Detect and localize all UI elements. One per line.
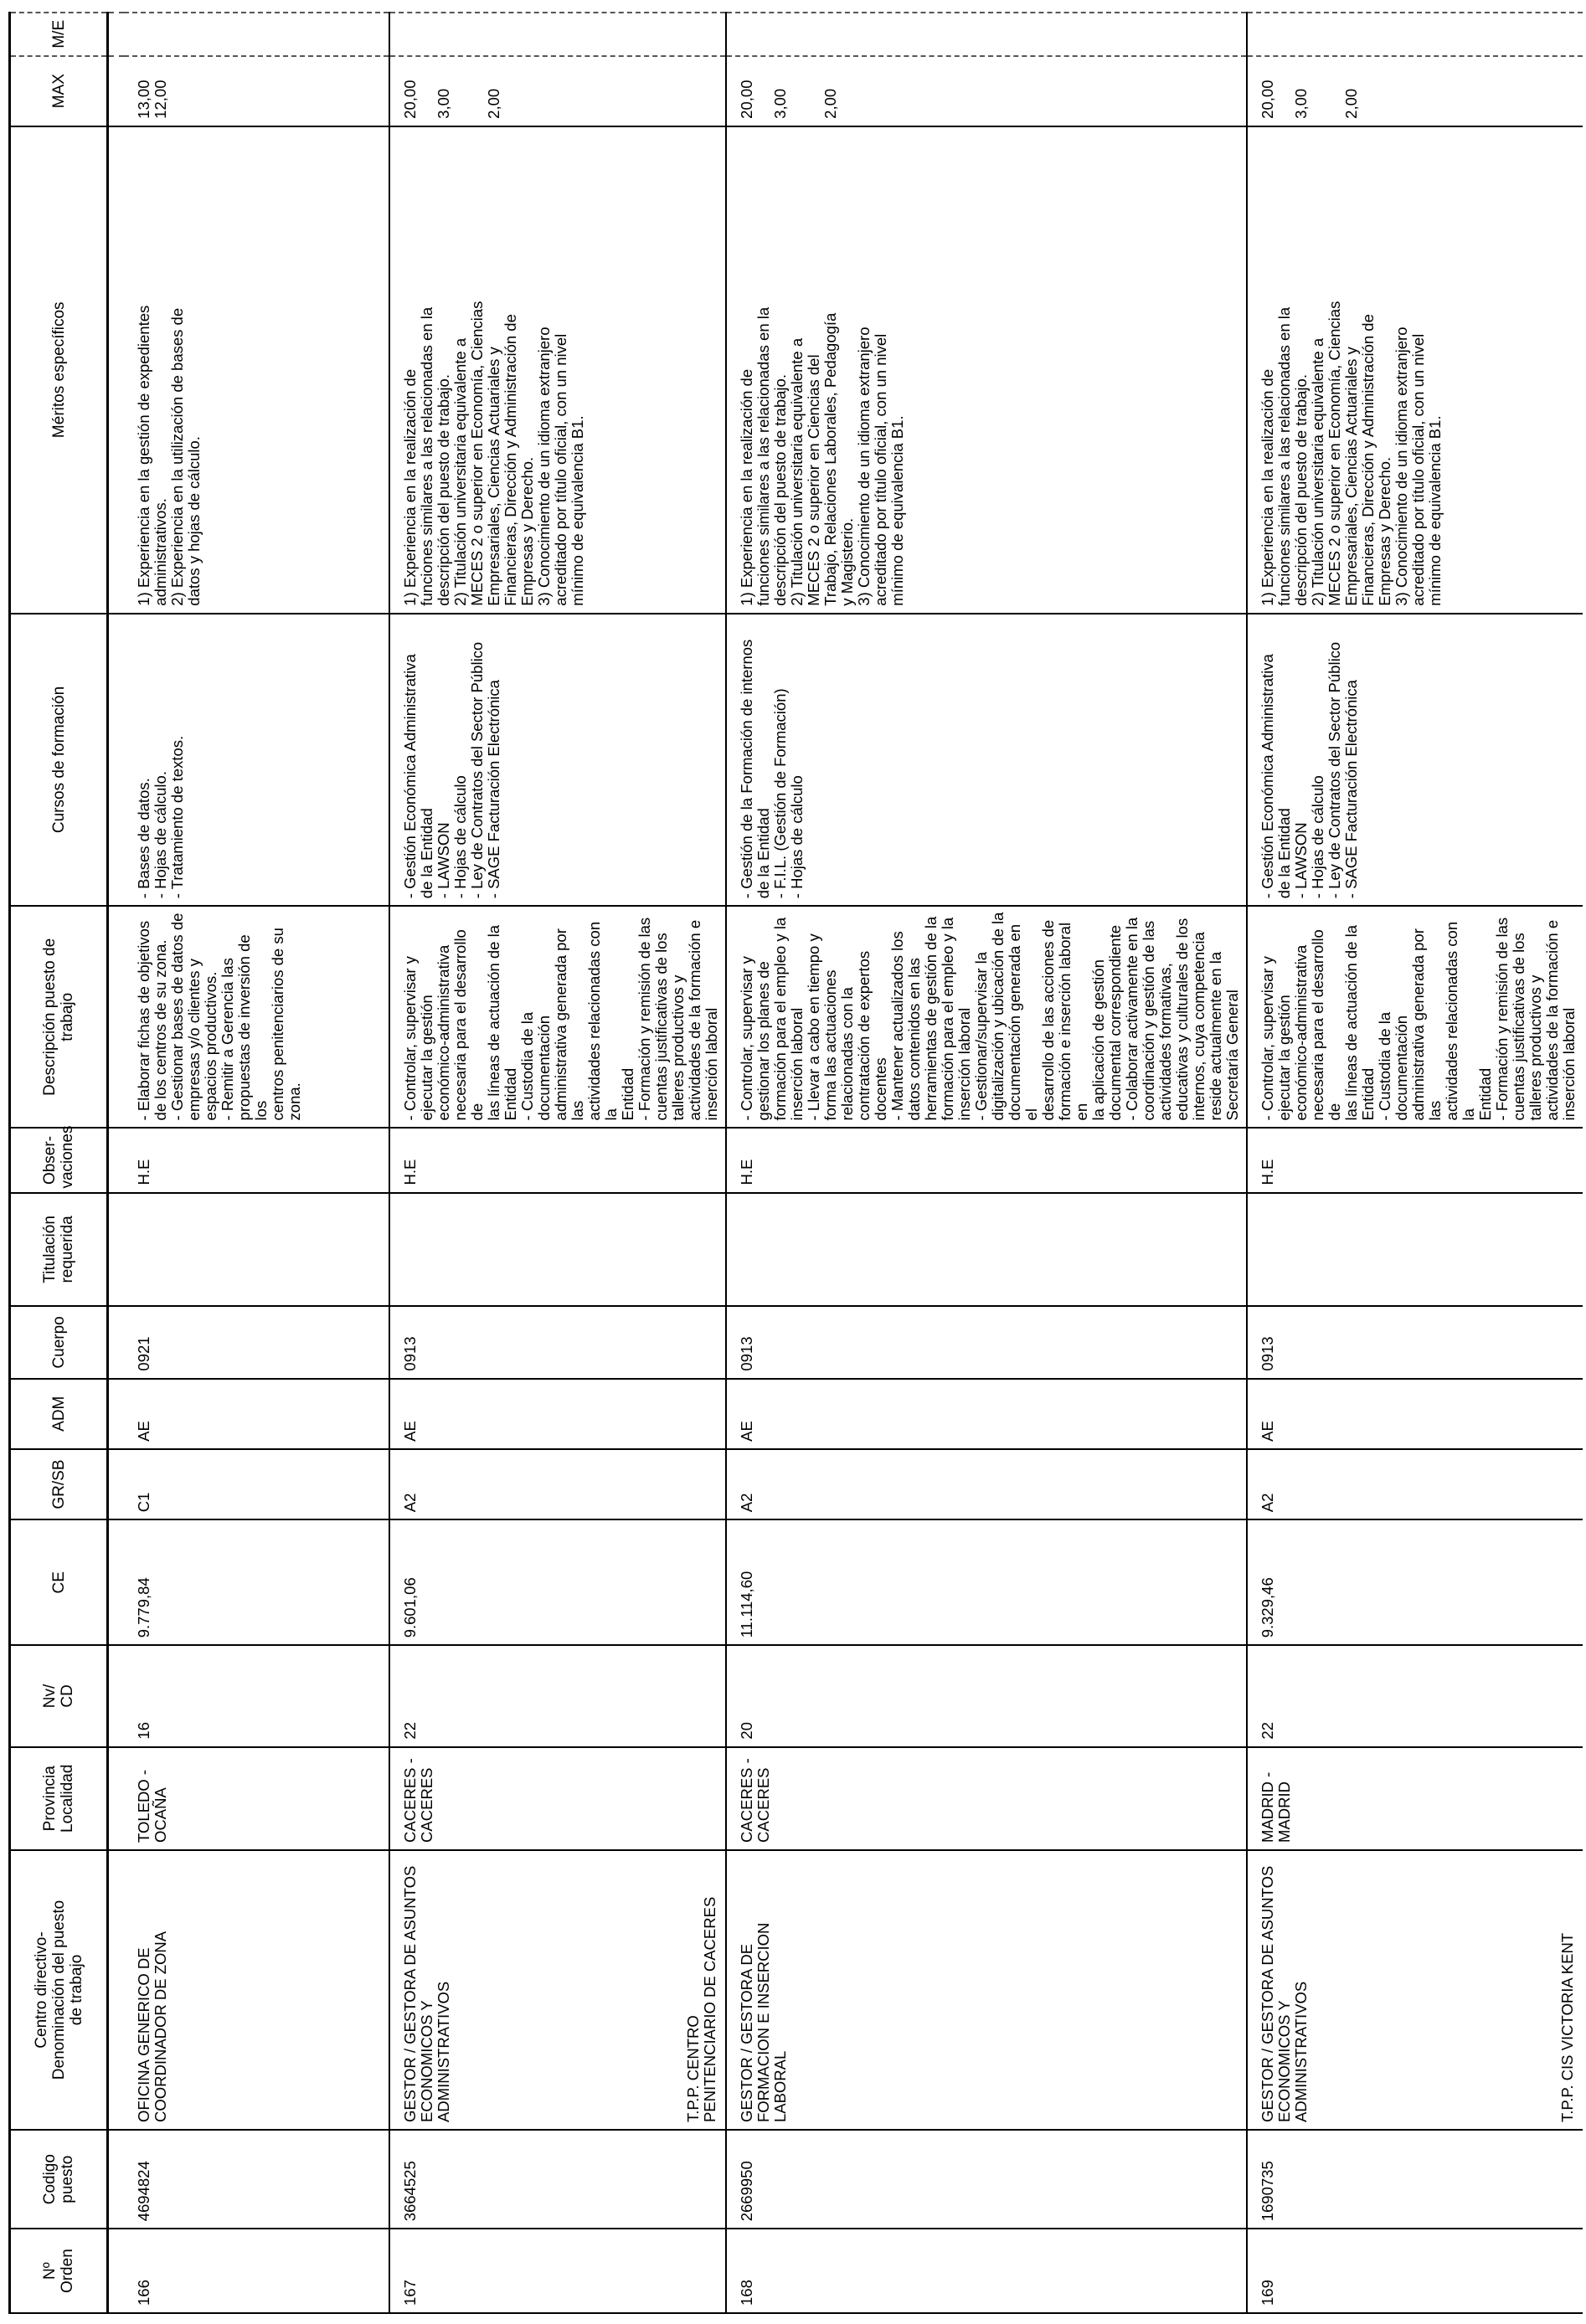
cell-ce: 9.329,46 [1247,1519,1583,1645]
cell-me [1247,13,1583,56]
header-adm: ADM [10,1379,108,1449]
header-titulacion: Titulación requerida [10,1193,108,1307]
cell-adm: AE [124,1379,389,1449]
cell-grupo: C1 [124,1449,389,1519]
cell-adm: AE [389,1379,726,1449]
table-row [726,13,1247,2313]
centro-directivo: T.P.P. CENTRO PENITENCIARIO DE CACERES [684,1896,718,2123]
header-ce: CE [10,1519,108,1645]
header-grupo: GR/SB [10,1449,108,1519]
centro-directivo: T.P.P. CIS VICTORIA KENT [1558,1932,1576,2123]
cell-descripcion: - Elaborar fichas de objetivos de los centros de su zona. - Gestionar bases de datos de empresas y/o clientes y espacios productivos. - Remitir a Gerencia las propuestas de inversión de los centros penitenciarios de su zona. [124,906,389,1128]
header-provincia: Provincia Localidad [10,1747,108,1850]
table-header-row [10,13,108,2313]
cell-cursos: - Gestión Económica Administrativa de la Entidad - LAWSON - Hojas de cálculo - Ley de Contratos del Sector Público - SAGE Facturación Electrónica [389,614,726,907]
cell-centro [124,1850,389,2130]
cell-orden: 169 [1247,2229,1583,2313]
cell-ce: 9.601,06 [389,1519,726,1645]
header-max: MAX [10,56,108,126]
cell-grupo: A2 [389,1449,726,1519]
cell-me [124,13,389,56]
table-row [1247,13,1583,2313]
cell-nivel: 22 [1247,1645,1583,1746]
header-cuerpo: Cuerpo [10,1306,108,1378]
job-positions-table [8,12,1583,2314]
cell-descripcion: - Controlar, supervisar y ejecutar la gestión económico-administrativa necesaria para el desarrollo de las líneas de actuación de la Entidad - Custodia de la documentación administrativa generada por las actividades relacionadas con la Entidad - Formación y remisión de las cuentas justificativas de los talleres productivos y actividades de la formación e inserción laboral [1247,906,1583,1128]
cell-nivel: 22 [389,1645,726,1746]
centro-denominacion: OFICINA GENERICO DE COORDINADOR DE ZONA [135,1931,169,2123]
cell-titulacion [1247,1193,1583,1307]
cell-meritos: 1) Experiencia en la realización de funciones similares a las relacionadas en la descripción del puesto de trabajo. 2) Titulación universitaria equivalente a MECES 2 o superior en Economía, Ciencias Empresariales, Ciencias Actuariales y Financieras, Dirección y Administración de Empresas y Derecho. 3) Conocimiento de un idioma extranjero acreditado por título oficial, con un nivel mínimo de equivalencia B1. [389,126,726,614]
cell-cursos: - Gestión de la Formación de internos de la Entidad - F.I.L. (Gestión de Formación) - Hojas de cálculo [726,614,1247,907]
header-meritos: Méritos específicos [10,126,108,614]
header-codigo: Codigo puesto [10,2130,108,2229]
cell-titulacion [124,1193,389,1307]
cell-orden: 168 [726,2229,1247,2313]
cell-cursos: - Bases de datos. - Hojas de cálculo. - Tratamiento de textos. [124,614,389,907]
cell-provincia: MADRID - MADRID [1247,1747,1583,1850]
cell-max: 13,00 12,00 [124,56,389,126]
table-row [124,13,389,2313]
cell-grupo: A2 [1247,1449,1583,1519]
cell-nivel: 20 [726,1645,1247,1746]
cell-meritos: 1) Experiencia en la gestión de expedientes administrativos. 2) Experiencia en la utilización de bases de datos y hojas de cálculo. [124,126,389,614]
cell-orden: 166 [124,2229,389,2313]
cell-provincia: CACERES - CACERES [389,1747,726,1850]
table-row [389,13,726,2313]
cell-observaciones: H.E [726,1128,1247,1192]
cell-cuerpo: 0913 [1247,1306,1583,1378]
cell-cuerpo: 0913 [389,1306,726,1378]
header-nivel: Nv/ CD [10,1645,108,1746]
cell-codigo: 1690735 [1247,2130,1583,2229]
cell-orden: 167 [389,2229,726,2313]
cell-titulacion [726,1193,1247,1307]
cell-max: 20,00 3,00 2,00 [389,56,726,126]
cell-codigo: 4694824 [124,2130,389,2229]
cell-titulacion [389,1193,726,1307]
cell-grupo: A2 [726,1449,1247,1519]
cell-adm: AE [726,1379,1247,1449]
cell-centro [389,1850,726,2130]
cell-meritos: 1) Experiencia en la realización de funciones similares a las relacionadas en la descripción del puesto de trabajo. 2) Titulación universitaria equivalente a MECES 2 o superior en Economía, Ciencias Empresariales, Ciencias Actuariales y Financieras, Dirección y Administración de Empresas y Derecho. 3) Conocimiento de un idioma extranjero acreditado por título oficial, con un nivel mínimo de equivalencia B1. [1247,126,1583,614]
cell-codigo: 3664525 [389,2130,726,2229]
cell-nivel: 16 [124,1645,389,1746]
cell-cursos: - Gestión Económica Administrativa de la Entidad - LAWSON - Hojas de cálculo - Ley de Contratos del Sector Público - SAGE Facturación Electrónica [1247,614,1583,907]
header-cursos: Cursos de formación [10,614,108,907]
cell-observaciones: H.E [389,1128,726,1192]
cell-codigo: 2669950 [726,2130,1247,2229]
cell-me [389,13,726,56]
header-me: M/E [10,13,108,56]
cell-provincia: CACERES - CACERES [726,1747,1247,1850]
cell-max: 20,00 3,00 2,00 [1247,56,1583,126]
centro-denominacion: GESTOR / GESTORA DE FORMACION E INSERCION LABORAL [738,1922,789,2123]
cell-centro [726,1850,1247,2130]
cell-descripcion: - Controlar, supervisar y gestionar los planes de formación para el empleo y la inserción laboral - Llevar a cabo en tiempo y forma las actuaciones relacionadas con la contratación de expertos docentes - Mantener actualizados los datos contenidos en las herramientas de gestión de la formación para el empleo y la inserción laboral - Gestionar/supervisar la digitalización y ubicación de la documentación generada en el desarrollo de las acciones de formación e inserción laboral en la aplicación de gestión documental correspondiente - Colaborar activamente en la coordinación y gestión de las actividades formativas, educativas y culturales de los internos, cuya competencia reside actualmente en la Secretaría General [726,906,1247,1128]
cell-observaciones: H.E [124,1128,389,1192]
cell-cuerpo: 0913 [726,1306,1247,1378]
cell-descripcion: - Controlar, supervisar y ejecutar la gestión económico-administrativa necesaria para el desarrollo de las líneas de actuación de la Entidad - Custodia de la documentación administrativa generada por las actividades relacionadas con la Entidad - Formación y remisión de las cuentas justificativas de los talleres productivos y actividades de la formación e inserción laboral [389,906,726,1128]
cell-ce: 11.114,60 [726,1519,1247,1645]
cell-centro [1247,1850,1583,2130]
centro-denominacion: GESTOR / GESTORA DE ASUNTOS ECONOMICOS Y ADMINISTRATIVOS [401,1865,452,2123]
header-observaciones: Obser- vaciones [10,1128,108,1192]
header-descripcion: Descripción puesto de trabajo [10,906,108,1128]
cell-cuerpo: 0921 [124,1306,389,1378]
centro-denominacion: GESTOR / GESTORA DE ASUNTOS ECONOMICOS Y ADMINISTRATIVOS [1259,1865,1310,2123]
cell-adm: AE [1247,1379,1583,1449]
header-centro: Centro directivo- Denominación del puesto de trabajo [10,1850,108,2130]
cell-max: 20,00 3,00 2,00 [726,56,1247,126]
cell-ce: 9.779,84 [124,1519,389,1645]
cell-me [726,13,1247,56]
cell-meritos: 1) Experiencia en la realización de funciones similares a las relacionadas en la descripción del puesto de trabajo. 2) Titulación universitaria equivalente a MECES 2 o superior en Ciencias del Trabajo, Relaciones Laborales, Pedagogía y Magisterio. 3) Conocimiento de un idioma extranjero acreditado por título oficial, con un nivel mínimo de equivalencia B1. [726,126,1247,614]
header-orden: Nº Orden [10,2229,108,2313]
cell-observaciones: H.E [1247,1128,1583,1192]
table-spacer-row [108,13,125,2313]
cell-provincia: TOLEDO - OCAÑA [124,1747,389,1850]
